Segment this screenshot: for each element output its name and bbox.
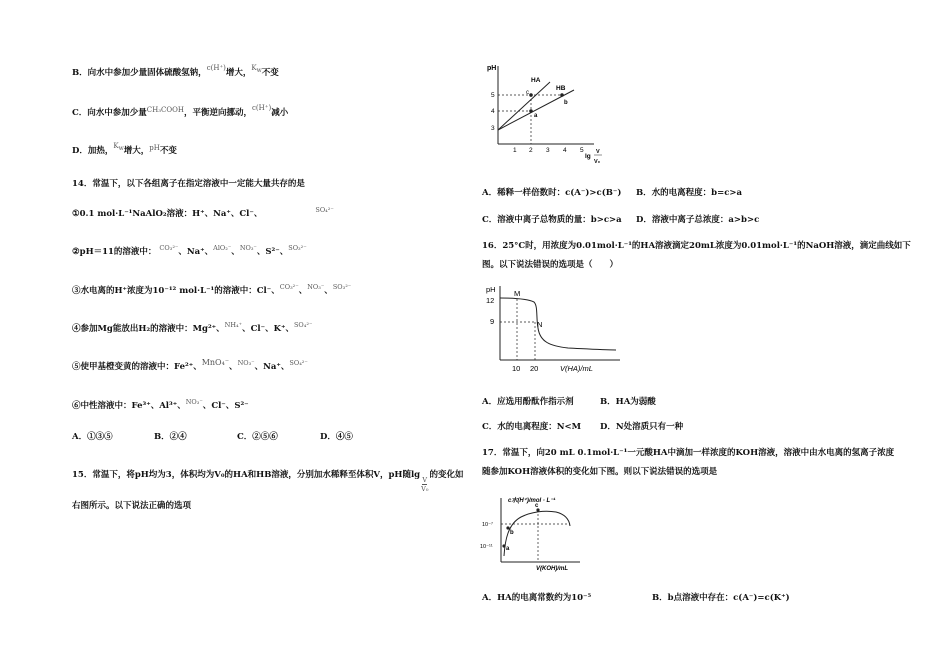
fig16-xtick: 10 [512,364,521,373]
formula-c-h: c(H⁺) [206,64,226,72]
fig17-ytick: 10⁻¹¹ [480,544,493,550]
q14-item-2: ②pH＝11的溶液中： CO₃²⁻、Na⁺、AlO₂⁻、NO₃⁻、S²⁻、SO₃²⁻ [72,244,307,257]
fig17-label-c: c [535,503,539,509]
fig15-ytick: 4 [491,108,495,115]
option-d-line: D．加热，Kw增大，pH不变 [72,142,177,156]
q17-options-ab: A．HA的电离常数约为10⁻⁵ B．b点溶液中存在：c(A⁻)=c(K⁺) [482,593,790,603]
q14-item-6: ⑥中性溶液中：Fe³⁺、Al³⁺、NO₃⁻、Cl⁻、S²⁻ [72,398,249,411]
fig16-point-m: M [514,289,521,298]
fig15-label-c: c [526,90,529,96]
q14-item-1: ①0.1 mol·L⁻¹NaAlO₂溶液：H⁺、Na⁺、Cl⁻、 SO₄²⁻ [72,206,334,219]
q14-options: A．①③⑤ B．②④ C．②⑤⑥ D．④⑤ [72,432,353,442]
question-15-stem: 15．常温下，将pH均为3，体积均为V₀的HA和HB溶液，分别加水稀释至体积V，pH随lg $\frac{V}{\text{V₀}}$ 的变化如 [72,470,464,493]
fig15-ytick: 5 [491,92,495,99]
formula-kw-2: Kw [113,142,124,152]
figure-16-chart [478,282,628,377]
question-14-stem: 14．常温下，以下各组离子在指定溶液中一定能大量共存的是 [72,179,305,189]
q14-item-3: ③水电离的H⁺浓度为10⁻¹² mol·L⁻¹的溶液中：Cl⁻、CO₃²⁻、NO₃⁻、SO₃²⁻ [72,283,352,296]
q15-options-cd: C．溶液中离子总物质的量：b>c>a D．溶液中离子总浓度：a>b>c [482,215,760,225]
fig15-xtick: 5 [580,147,584,154]
q15-options-ab: A．稀释一样倍数时：c(A⁻)>c(B⁻) B．水的电离程度：b=c>a [482,188,743,198]
fig15-series-hb: HB [556,85,566,92]
fig15-point-c [529,93,533,97]
q16-options-ab: A．应选用酚酞作指示剂 B．HA为弱酸 [482,397,656,407]
ion-so4: SO₄²⁻ [315,206,334,214]
fig15-xtick: 1 [513,147,517,154]
formula-ch3cooh: CH₃COOH [146,106,184,114]
fig17-label-b: b [510,530,514,536]
fig16-xtick: 20 [530,364,539,373]
question-17-stem-cont: 随参加KOH溶液体积的变化如下图。则以下说法错误的选项是 [482,467,718,477]
formula-kw: Kw [251,64,262,74]
formula-ph: pH [149,144,160,152]
figure-15-chart [482,60,602,170]
fig17-ytick: 10⁻⁷ [482,522,494,528]
fig15-ylabel: pH [487,65,497,72]
option-b-line: B．向水中参加少量固体硫酸氢钠，c(H⁺)增大，Kw不变 [72,64,279,78]
q14-item-4: ④参加Mg能放出H₂的溶液中：Mg²⁺、NH₄⁺、Cl⁻、K⁺、SO₄²⁻ [72,321,313,334]
fig15-label-a: a [534,113,538,119]
fig17-label-a: a [506,546,510,552]
fig17-ylabel: c水(H⁺)/mol · L⁻¹ [508,498,556,504]
figure-17-chart [476,490,586,572]
fig15-xfrac-num: V [596,149,600,155]
fig17-xlabel: V(KOH)/mL [536,566,568,572]
frac-v-v0: $\frac{V}{\text{V₀}}$ [421,476,429,493]
fig16-xlabel: V(HA)/mL [560,364,593,373]
question-17-stem: 17．常温下，向20 mL 0.1mol·L⁻¹一元酸HA中滴加一样浓度的KOH溶液，溶液中由水电离的氢离子浓度 [482,448,895,458]
fig15-ha-line [498,82,550,130]
fig15-xlabel: lg [585,153,591,160]
fig15-series-ha: HA [531,77,541,84]
fig15-point-b [560,93,564,97]
q16-options-cd: C．水的电离程度：N<M D．N处溶质只有一种 [482,422,684,432]
question-16-stem: 16．25°C时，用浓度为0.01mol·L⁻¹的HA溶液滴定20mL浓度为0.01mol·L⁻¹的NaOH溶液，滴定曲线如下 [482,241,911,251]
fig16-ytick: 12 [486,296,495,305]
formula-c-h-2: c(H⁺) [252,104,272,112]
question-15-stem-cont: 右图所示。以下说法正确的选项 [72,501,192,511]
fig16-ylabel: pH [486,285,496,294]
fig15-xtick: 4 [563,147,567,154]
fig15-point-a [529,109,533,113]
fig15-ytick: 3 [491,125,495,132]
q14-item-5: ⑤使甲基橙变黄的溶液中：Fe²⁺、MnO₄⁻、NO₃⁻、Na⁺、SO₄²⁻ [72,358,308,372]
fig15-xfrac-den: V₀ [594,159,601,165]
fig16-titration-curve [500,298,616,350]
fig15-xtick: 2 [529,147,533,154]
question-16-stem-cont: 图。以下说法错误的选项是（ ） [482,260,619,270]
option-c-line: C．向水中参加少量CH₃COOH，平衡逆向挪动，c(H⁺)减小 [72,104,289,118]
fig15-xtick: 3 [546,147,550,154]
fig17-curve [504,511,570,556]
fig16-point-n: N [537,320,543,329]
fig16-ytick: 9 [490,317,495,326]
fig15-label-b: b [564,100,568,106]
